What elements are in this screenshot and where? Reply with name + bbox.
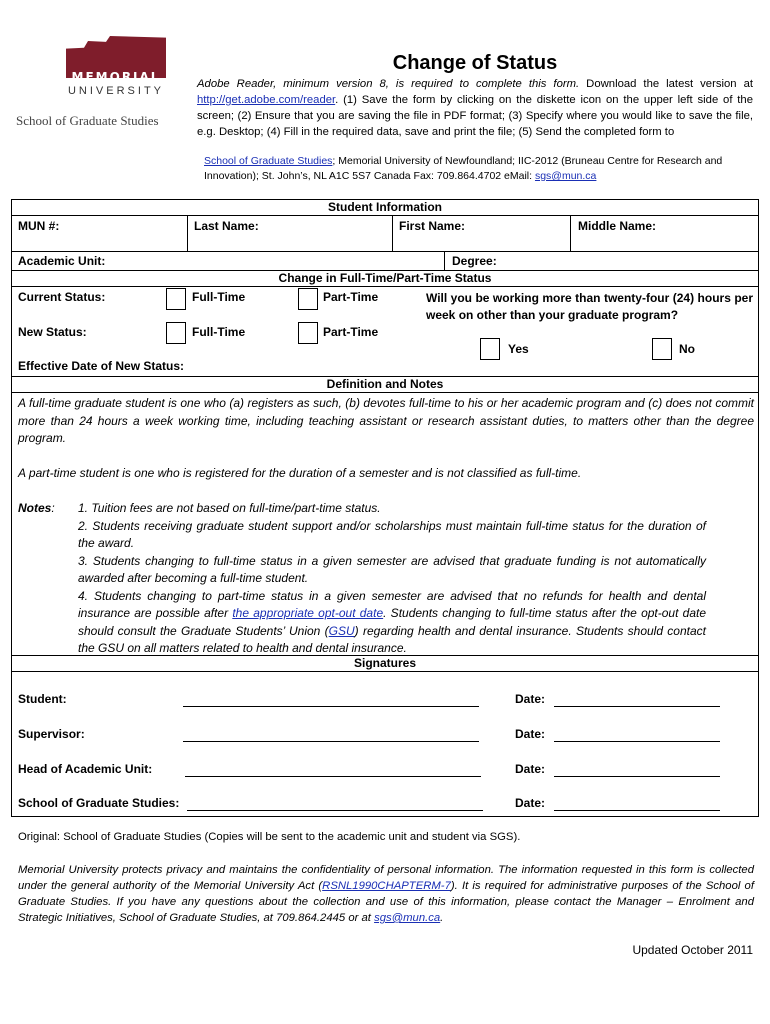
student-date-label: Date: bbox=[515, 692, 546, 706]
notes-list bbox=[78, 500, 706, 658]
new-fulltime-checkbox[interactable] bbox=[166, 322, 186, 344]
new-status-label: New Status: bbox=[18, 325, 87, 339]
work-hours-question: Will you be working more than twenty-four (24) hours per week on other than your graduate program? bbox=[426, 291, 753, 322]
privacy-text-a: Memorial University protects privacy and maintains the confidentiality of personal information. The information requested in this form is collected under the general authority of the Memorial University Act ( bbox=[18, 864, 754, 892]
notes-label: Notes: bbox=[18, 501, 55, 515]
address-text: ; Memorial University of Newfoundland; IIC-2012 (Bruneau Centre for Research and Innovation); St. John’s, NL A1C 5S7 Canada Fax: 709.864.4702 eMail: bbox=[204, 155, 723, 182]
head-sig-label: Head of Academic Unit: bbox=[18, 762, 153, 776]
student-sig-label: Student: bbox=[18, 692, 67, 706]
logo-text-university: UNIVERSITY bbox=[67, 85, 164, 97]
privacy-email-link[interactable]: sgs@mun.ca bbox=[374, 912, 441, 924]
new-fulltime-label: Full-Time bbox=[192, 325, 246, 339]
head-date-label: Date: bbox=[515, 762, 546, 776]
effective-date-label: Effective Date of New Status: bbox=[18, 359, 185, 373]
intro-text: Download the latest version at bbox=[579, 78, 754, 90]
opt-out-date-link[interactable]: the appropriate opt-out date bbox=[232, 606, 384, 620]
student-info-header: Student Information bbox=[11, 199, 759, 216]
definitions-header: Definition and Notes bbox=[11, 376, 759, 393]
note-4 bbox=[78, 588, 706, 658]
current-parttime-label: Part-Time bbox=[323, 290, 379, 304]
yes-checkbox[interactable] bbox=[480, 338, 500, 360]
adobe-reader-link[interactable]: http://get.adobe.com/reader bbox=[197, 94, 336, 106]
page-title: Change of Status bbox=[392, 52, 558, 74]
sgs-signature-line[interactable] bbox=[187, 809, 483, 811]
original-note: Original: School of Graduate Studies (Copies will be sent to the academic unit and student via SGS). bbox=[18, 831, 521, 843]
last-name-label: Last Name: bbox=[194, 219, 259, 233]
privacy-text-c: . bbox=[440, 912, 444, 924]
note-1: 1. Tuition fees are not based on full-time/part-time status. bbox=[78, 501, 381, 515]
current-fulltime-label: Full-Time bbox=[192, 290, 246, 304]
act-link[interactable]: RSNL1990CHAPTERM-7 bbox=[322, 880, 451, 892]
first-name-label: First Name: bbox=[399, 219, 466, 233]
no-label: No bbox=[679, 342, 695, 356]
supervisor-date-line[interactable] bbox=[554, 740, 720, 742]
fulltime-definition: A full-time graduate student is one who (a) registers as such, (b) devotes full-time to his or her academic program and (c) does not commit more than 24 hours a week working time, including teaching assistant or research assistant duties, to matters other than the degree program. bbox=[18, 396, 754, 445]
student-date-line[interactable] bbox=[554, 705, 720, 707]
logo-school-name: School of Graduate Studies bbox=[16, 113, 159, 128]
yes-label: Yes bbox=[508, 342, 529, 356]
note-4-text-c: ) regarding health and dental insurance. Students should contact the GSU on all matters related to health and dental insurance. bbox=[78, 623, 706, 655]
status-header: Change in Full-Time/Part-Time Status bbox=[11, 270, 759, 287]
academic-unit-label: Academic Unit: bbox=[18, 254, 106, 268]
sgs-sig-label: School of Graduate Studies: bbox=[18, 796, 180, 810]
note-2: 2. Students receiving graduate student support and/or scholarships must maintain full-time status for the duration of the award. bbox=[78, 518, 706, 550]
new-parttime-label: Part-Time bbox=[323, 325, 379, 339]
intro-steps: . (1) Save the form by clicking on the diskette icon on the upper left side of the screen; (2) Ensure that you are saving the file in PDF format; (3) Specify where you would like to save the file, e.g. Desktop; (4) Fill in the required data, save and print the file; (5) Send the completed form to bbox=[197, 94, 753, 138]
sgs-link[interactable]: School of Graduate Studies bbox=[204, 155, 333, 167]
sgs-date-line[interactable] bbox=[554, 809, 720, 811]
note-3: 3. Students changing to full-time status in a given semester are advised that graduate funding is not automatically awarded after becoming a full-time student. bbox=[78, 553, 706, 585]
supervisor-sig-label: Supervisor: bbox=[18, 727, 85, 741]
intro-instructions bbox=[197, 76, 753, 140]
signatures-header: Signatures bbox=[11, 655, 759, 672]
current-status-label: Current Status: bbox=[18, 290, 106, 304]
middle-name-label: Middle Name: bbox=[578, 219, 657, 233]
student-signature-line[interactable] bbox=[183, 705, 479, 707]
note-4-text-a: 4. Students changing to part-time status in a given semester are advised that no refunds for health and dental insurance are possible after bbox=[78, 588, 706, 620]
updated-date: Updated October 2011 bbox=[632, 943, 753, 957]
intro-requirement: Adobe Reader, minimum version 8, is required to complete this form. bbox=[197, 78, 580, 90]
supervisor-signature-line[interactable] bbox=[183, 740, 479, 742]
supervisor-date-label: Date: bbox=[515, 727, 546, 741]
mailing-address bbox=[204, 154, 760, 184]
degree-label: Degree: bbox=[452, 254, 497, 268]
notes-label-text: Notes bbox=[18, 501, 52, 515]
note-4-text-b: . Students changing to full-time status after the opt-out date should consult the Graduate Students’ Union ( bbox=[78, 606, 707, 638]
mun-label: MUN #: bbox=[18, 219, 60, 233]
gsu-link[interactable]: GSU bbox=[328, 623, 355, 638]
logo-text-memorial: MEMORIAL bbox=[71, 70, 161, 84]
current-parttime-checkbox[interactable] bbox=[298, 288, 318, 310]
head-date-line[interactable] bbox=[554, 775, 720, 777]
head-signature-line[interactable] bbox=[185, 775, 481, 777]
parttime-definition: A part-time student is one who is registered for the duration of a semester and is not classified as full-time. bbox=[18, 466, 582, 480]
no-checkbox[interactable] bbox=[652, 338, 672, 360]
email-link[interactable]: sgs@mun.ca bbox=[534, 170, 597, 182]
privacy-statement bbox=[18, 862, 754, 926]
new-parttime-checkbox[interactable] bbox=[298, 322, 318, 344]
sgs-date-label: Date: bbox=[515, 796, 546, 810]
current-fulltime-checkbox[interactable] bbox=[166, 288, 186, 310]
privacy-text-b: ). It is required for administrative purposes of the School of Graduate Studies. If you have any questions about the collection and use of this information, please contact the Manager – Enrolment and Strategic Initiatives, School of Graduate Studies, at 709.864.2445 or at bbox=[18, 880, 754, 924]
